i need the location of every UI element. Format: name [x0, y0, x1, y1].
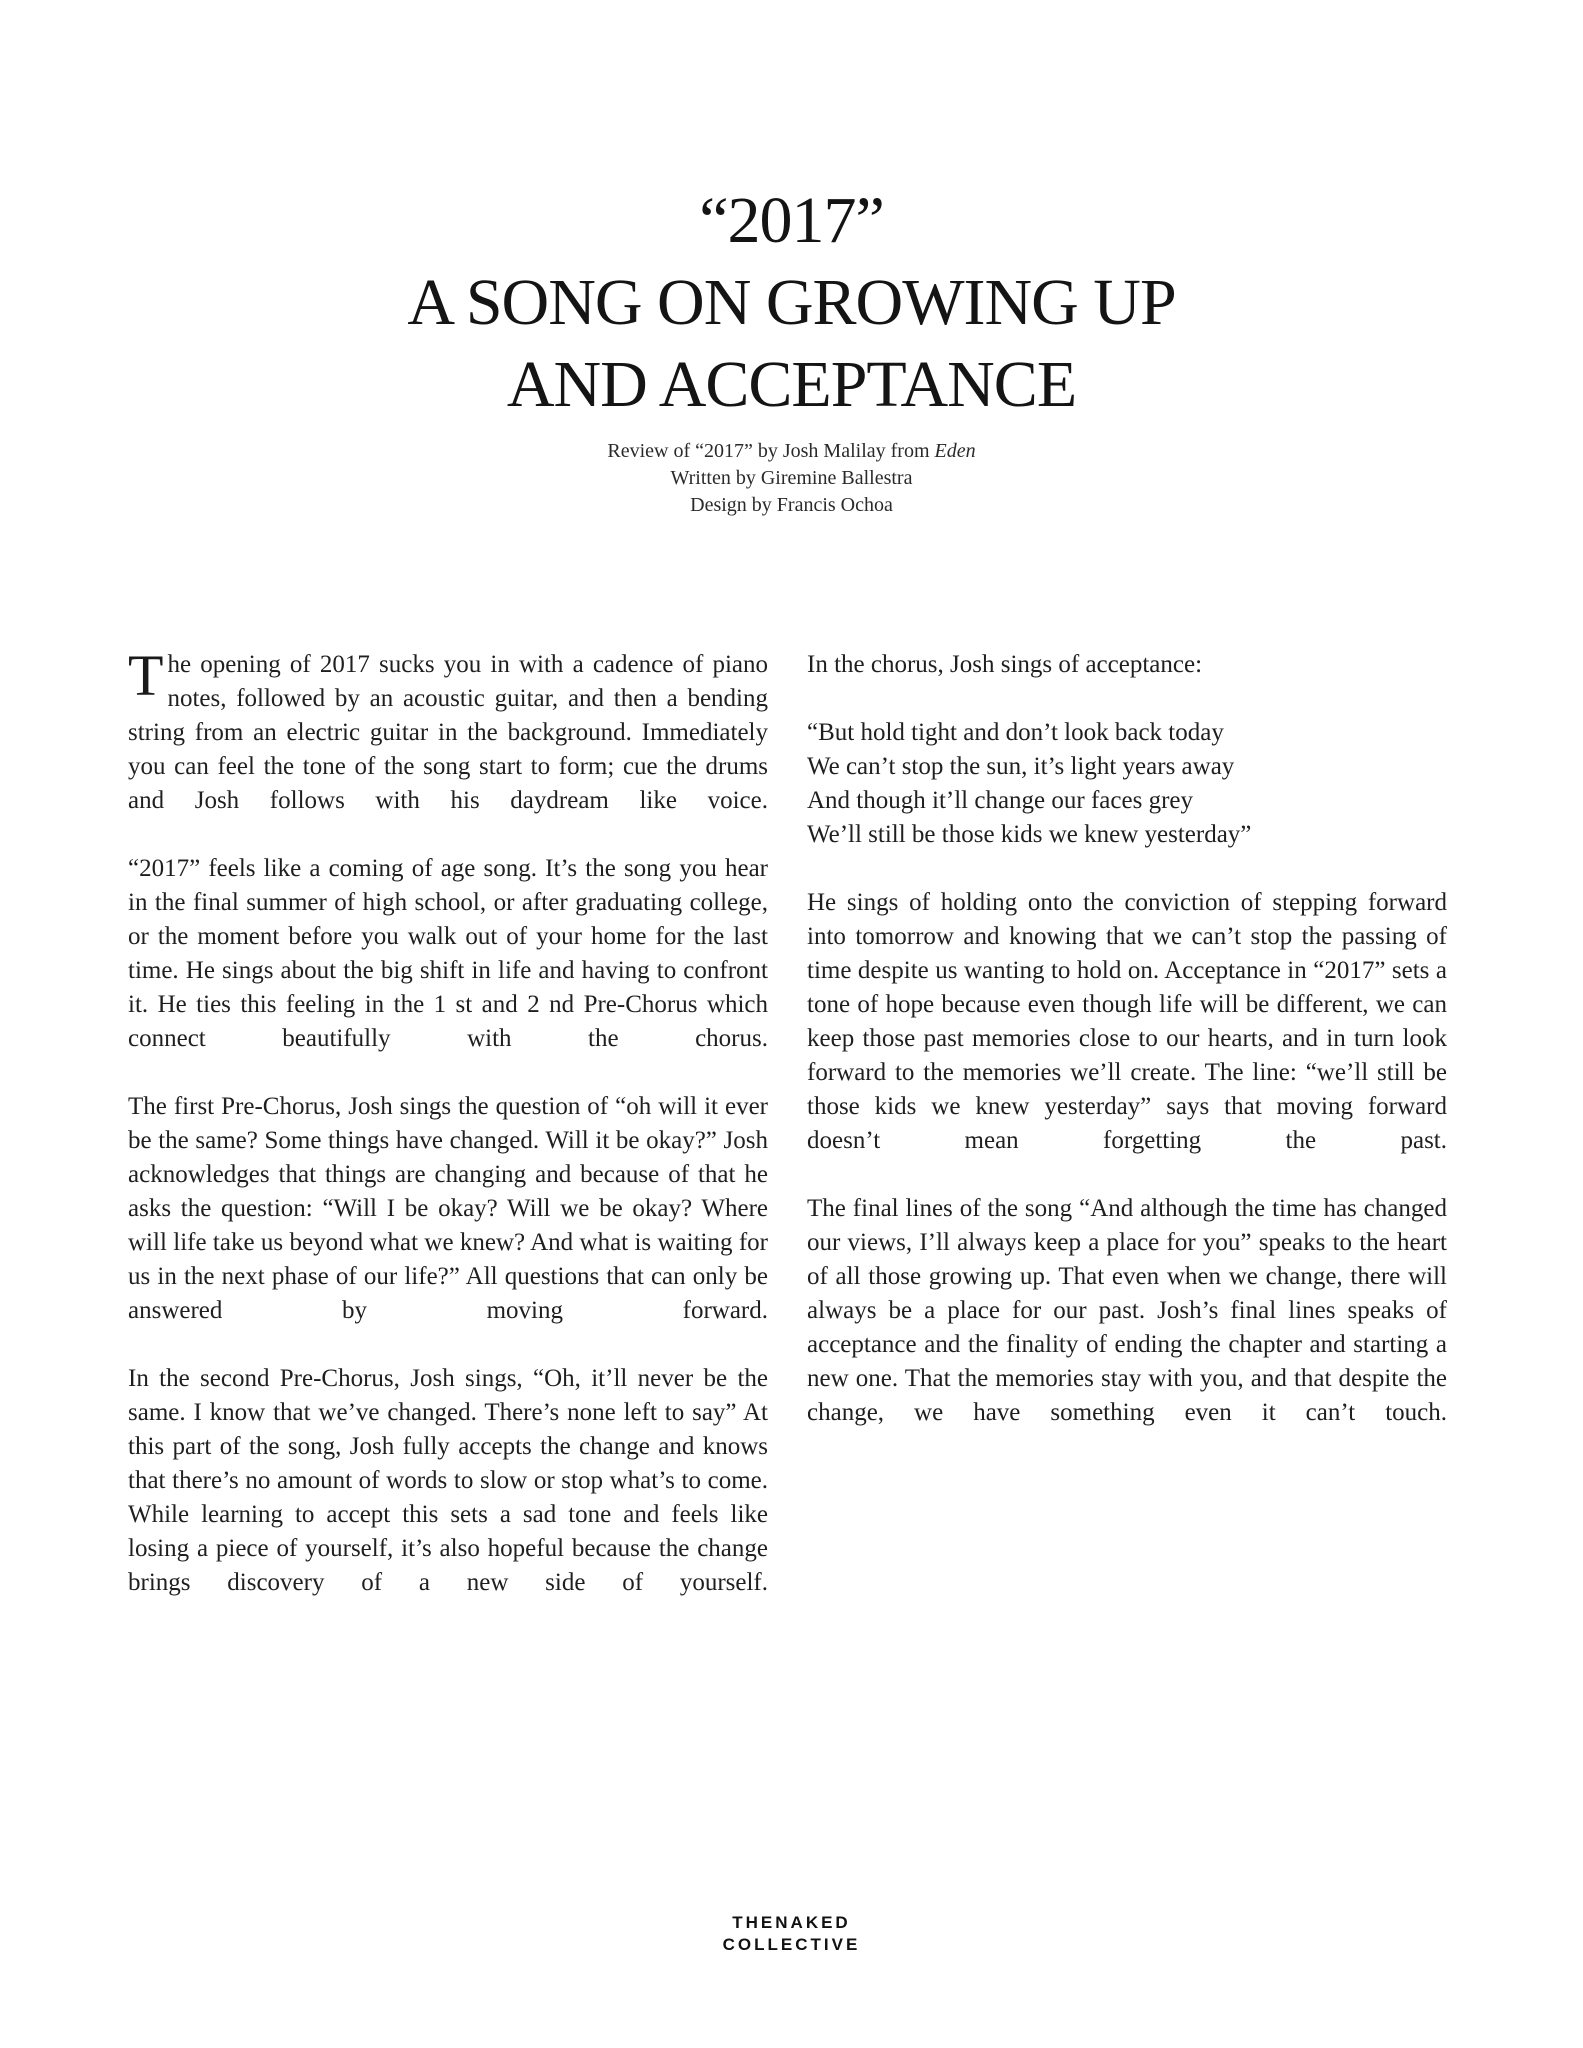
logo-line-2: COLLECTIVE [722, 1935, 861, 1954]
review-credit [0, 438, 1583, 465]
paragraph-opening-text: he opening of 2017 sucks you in with a cadence of piano notes, followed by an acoustic guitar, and then a bending string from an electric guitar in the background. Immediately you can feel the tone of the song start to form; cue the drums and Josh follows with his daydream like voice. [128, 651, 768, 814]
paragraph-coming-of-age: “2017” feels like a coming of age song. It’s the song you hear in the final summer of high school, or after graduating college, or the moment before you walk out of your home for the last time. He sings about the big shift in life and having to confront it. He ties this feeling in the 1 st and 2 nd Pre-Chorus which connect beautifully with the chorus. [128, 855, 768, 1052]
review-prefix: Review of “2017” by Josh Malilay from [607, 440, 935, 462]
lyric-line: We can’t stop the sun, it’s light years away [807, 753, 1235, 780]
paragraph-final-lines: The final lines of the song “And although the time has changed our views, I’ll always keep a place for you” speaks to the heart of all those growing up. That even when we change, there will always be a place for our past. Josh’s final lines speaks of acceptance and the finality of ending the chapter and starting a new one. That the memories stay with you, and that despite the change, we have something even it can’t touch. [807, 1195, 1447, 1426]
title-line-3: AND ACCEPTANCE [506, 348, 1077, 421]
publication-logo [0, 1912, 1583, 1956]
paragraph-conviction: He sings of holding onto the conviction of stepping forward into tomorrow and knowing that we can’t stop the passing of time despite us wanting to hold on. Acceptance in “2017” sets a tone of hope because even though life will be different, we can keep those past memories close to our hearts, and in turn look forward to the memories we’ll create. The line: “we’ll still be those kids we knew yesterday” says that moving forward doesn’t mean forgetting the past. [807, 889, 1447, 1154]
designer-credit: Design by Francis Ochoa [690, 494, 893, 516]
title-line-2: A SONG ON GROWING UP [407, 266, 1176, 339]
paragraph-chorus-intro: In the chorus, Josh sings of acceptance: [807, 651, 1203, 678]
article-title [0, 180, 1583, 426]
left-column [128, 643, 768, 1634]
right-column [807, 648, 1447, 1464]
writer-credit: Written by Giremine Ballestra [670, 467, 913, 489]
title-line-1: “2017” [699, 184, 884, 257]
lyric-line: We’ll still be those kids we knew yesterday” [807, 821, 1252, 848]
paragraph-first-prechorus: The first Pre-Chorus, Josh sings the question of “oh will it ever be the same? Some things have changed. Will it be okay?” Josh acknowledges that things are changing and because of that he asks the question: “Will I be okay? Will we be okay? Where will life take us beyond what we knew? And what is waiting for us in the next phase of our life?” All questions that can only be answered by moving forward. [128, 1093, 768, 1324]
article-credits [0, 438, 1583, 519]
paragraph-opening [128, 643, 768, 818]
chorus-lyrics [807, 716, 1447, 852]
lyric-line: “But hold tight and don’t look back today [807, 719, 1224, 746]
drop-cap: T [128, 643, 164, 708]
logo-line-1: THENAKED [732, 1913, 851, 1932]
lyric-line: And though it’ll change our faces grey [807, 787, 1193, 814]
paragraph-second-prechorus: In the second Pre-Chorus, Josh sings, “Oh, it’ll never be the same. I know that we’ve changed. There’s none left to say” At this part of the song, Josh fully accepts the change and knows that there’s no amount of words to slow or stop what’s to come. While learning to accept this sets a sad tone and feels like losing a piece of yourself, it’s also hopeful because the change brings discovery of a new side of yourself. [128, 1365, 768, 1596]
album-name: Eden [934, 440, 976, 462]
